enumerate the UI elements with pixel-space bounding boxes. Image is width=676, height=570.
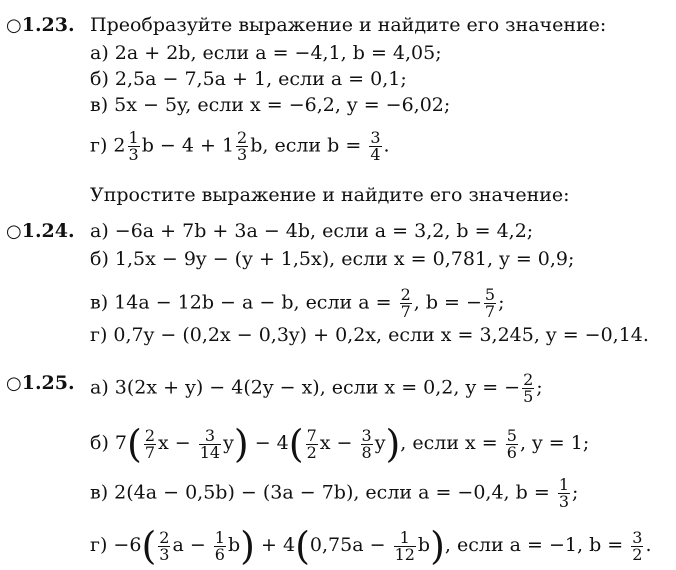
item-text: 1,5x − 9y − (y + 1,5x), если x = 0,781, y = 0,9; <box>114 248 575 270</box>
item-text: 2a + 2b, если a = −4,1, b = 4,05; <box>114 42 442 64</box>
item-label: г) <box>90 324 108 346</box>
item-label: г) <box>90 134 108 157</box>
item-text: 0,7y − (0,2x − 0,3y) + 0,2x, если x = 3,245, y = −0,14. <box>113 324 649 346</box>
item-label: б) <box>90 248 109 270</box>
item-text: 2,5a − 7,5a + 1, если a = 0,1; <box>114 68 407 90</box>
item-label: б) <box>90 68 109 90</box>
item-label: в) <box>90 94 109 116</box>
fraction: $\frac{5}{7}$ <box>484 285 496 321</box>
fraction: $\frac{3}{4}$ <box>370 128 381 164</box>
exercise-number: ○1.23. <box>6 14 75 36</box>
fraction: $\frac{2}{7}$ <box>400 285 411 321</box>
fraction: $\frac{1}{3}$ <box>128 128 139 164</box>
item-label: в) <box>90 291 109 314</box>
item-text: −6a + 7b + 3a − 4b, если a = 3,2, b = 4,2; <box>114 220 534 242</box>
item-label: б) <box>90 432 109 454</box>
item-label: а) <box>90 220 109 242</box>
item-label: а) <box>90 376 109 399</box>
textbook-page: ○1.23. Преобразуйте выражение и найдите его значение: а) 2a + 2b, если a = −4,1, b = 4,05; б) 2,5a − 7,5a + 1, если a = 0,1; в) 5x − 5y, если x = −6,2, y = −6,02; г) 2 $\frac{1}{3}$ b − 4 + 1 $\frac{2}{3}$ b, если b = $\frac{3}{4}$ . Упростите выражение и найдите его значение: ○1.24. а) −6a + 7b + 3a − 4b, если a = 3,2, b = 4,2; б) 1,5x − 9y − (y + 1,5x), если x = 0,781, y = 0,9; в) 14a − 12b − a − b, если a = $\frac{2}{7}$ , b = − $\frac{5}{7}$ ; г) 0,7y − (0,2x − 0,3y) + 0,2x, если x = 3,245, y = −0,14. ○1.25. а) 3(2x + y) − 4(2y − x), если x = 0,2, y = − $\frac{2}{5}$ ; б) 7( $\frac{2}{7}$ x − $\frac{3}{14}$ y) − 4( $\frac{7}{2}$ x − $\frac{3}{8}$ y), если x = $\frac{5}{6}$ , y = 1; в) 2(4a − 0,5b) − (3a − 7b), если a = −0,4, b = $\frac{1}{3}$ ; г) −6( $\frac{2}{3}$ a − $\frac{1}{6}$ b) + 4(0,75a − $\frac{1}{12}$ b), если a = −1, b = $\frac{3}{2}$ . <box>6 14 652 568</box>
fraction: $\frac{2}{3}$ <box>237 128 248 164</box>
item-label: г) <box>90 534 108 556</box>
exercise-number: ○1.25. <box>6 372 75 394</box>
item-label: в) <box>90 481 109 504</box>
exercise-title: Преобразуйте выражение и найдите его значение: <box>90 14 607 36</box>
item-text: 5x − 5y, если x = −6,2, y = −6,02; <box>114 94 451 116</box>
fraction: $\frac{2}{5}$ <box>523 370 534 406</box>
exercise-number: ○1.24. <box>6 220 75 242</box>
item-label: а) <box>90 42 109 64</box>
